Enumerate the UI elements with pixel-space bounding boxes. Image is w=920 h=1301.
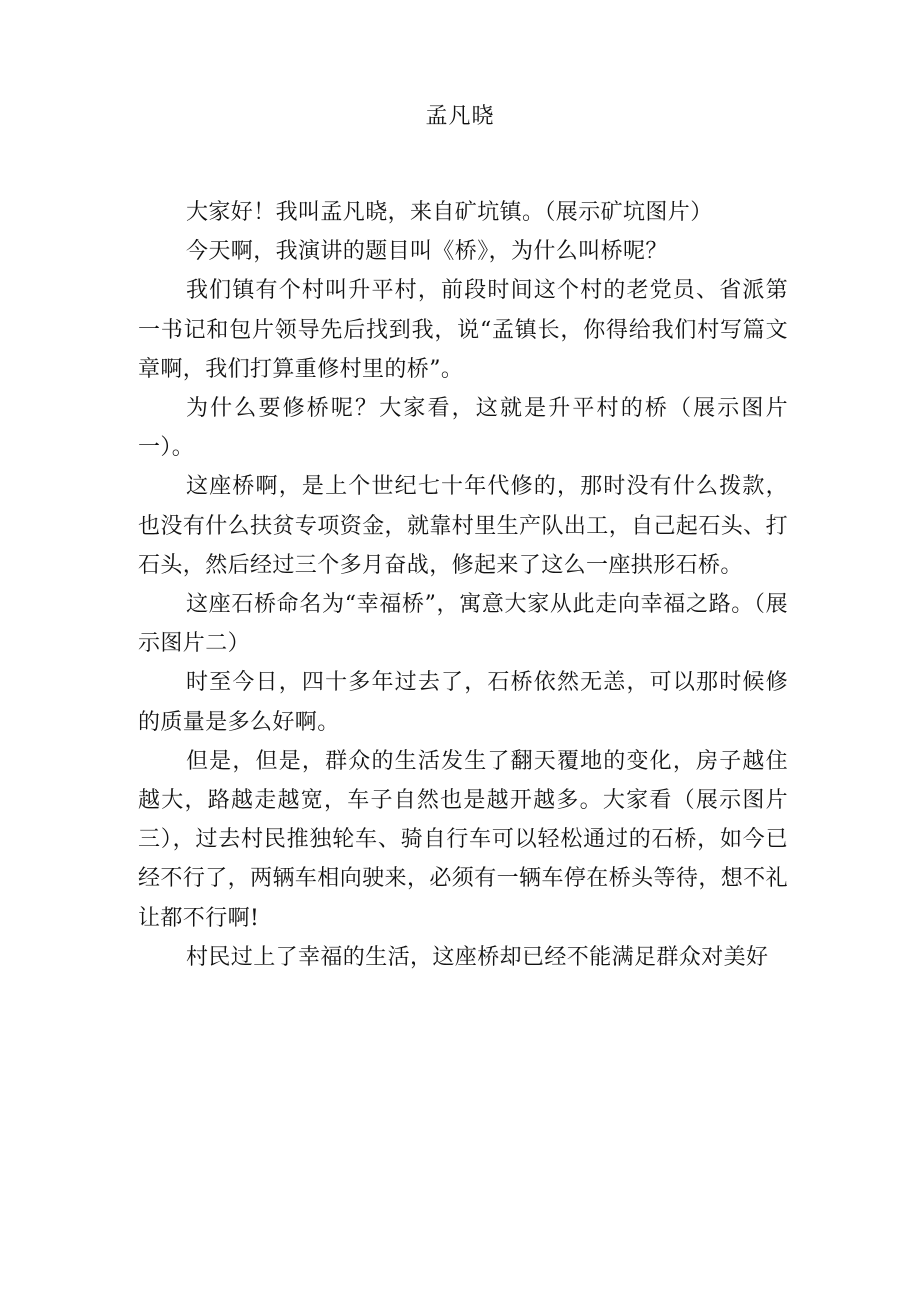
paragraph-2: 今天啊，我演讲的题目叫《桥》，为什么叫桥呢？: [186, 239, 668, 265]
paragraph-7: 时至今日，四十多年过去了，石桥依然无恙，可以那时候修的质量是多么好啊。: [138, 670, 788, 735]
paragraph-5: 这座桥啊，是上个世纪七十年代修的，那时没有什么拨款，也没有什么扶贫专项资金，就靠村里生产队出工，自己起石头、打石头，然后经过三个多月奋战，修起来了这么一座拱形石桥。: [138, 474, 788, 578]
paragraph-6: 这座石桥命名为“幸福桥”，寓意大家从此走向幸福之路。（展示图片二）: [138, 592, 788, 657]
paragraph-4: 为什么要修桥呢？大家看，这就是升平村的桥（展示图片一）。: [138, 396, 788, 461]
document-body: [138, 193, 788, 977]
paragraph-1: 大家好！我叫孟凡晓，来自矿坑镇。（展示矿坑图片）: [186, 200, 713, 225]
document-title: 孟凡晓: [425, 104, 495, 129]
paragraph-9: 村民过上了幸福的生活，这座桥却已经不能满足群众对美好: [186, 944, 769, 970]
paragraph-3: 我们镇有个村叫升平村，前段时间这个村的老党员、省派第一书记和包片领导先后找到我，说“孟镇长，你得给我们村写篇文章啊，我们打算重修村里的桥”。: [138, 278, 788, 382]
paragraph-8: 但是，但是，群众的生活发生了翻天覆地的变化，房子越住越大，路越走越宽，车子自然也是越开越多。大家看（展示图片三），过去村民推独轮车、骑自行车可以轻松通过的石桥，如今已经不行了，两辆车相向驶来，必须有一辆车停在桥头等待，想不礼让都不行啊!: [138, 748, 788, 931]
